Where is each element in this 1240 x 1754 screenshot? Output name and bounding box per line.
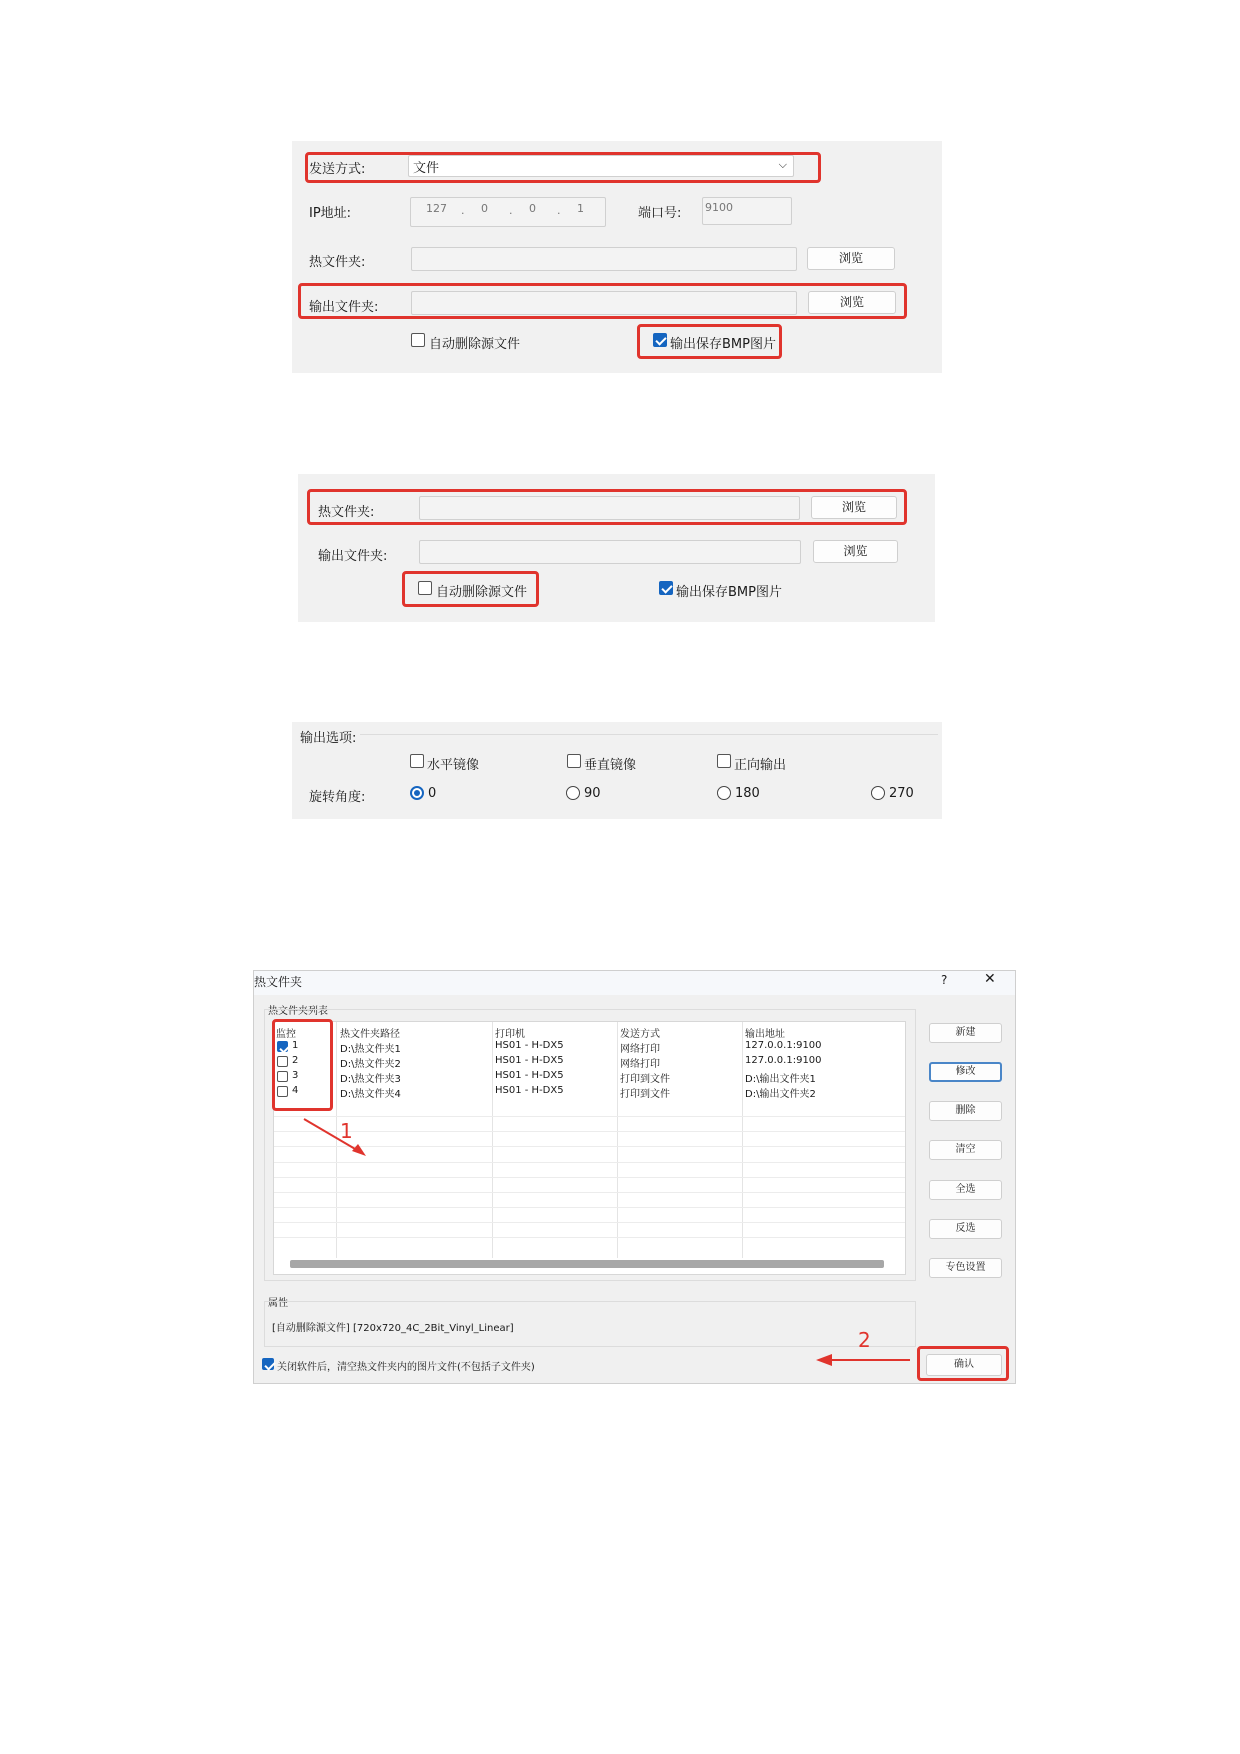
highlight-save-bmp bbox=[637, 324, 782, 359]
ip-dot-3: . bbox=[557, 204, 561, 217]
send-mode-label: 发送方式: bbox=[309, 162, 366, 177]
new-button[interactable]: 新建 bbox=[929, 1023, 1002, 1043]
highlight-auto-delete bbox=[402, 571, 539, 607]
output-folder-label: 输出文件夹: bbox=[309, 300, 379, 315]
ip-octet-2: 0 bbox=[481, 202, 488, 215]
horizontal-scrollbar[interactable] bbox=[290, 1260, 884, 1268]
table-row[interactable] bbox=[274, 1039, 905, 1054]
arrow-1-head bbox=[352, 1144, 366, 1156]
spot-color-settings-button[interactable]: 专色设置 bbox=[929, 1258, 1002, 1278]
auto-delete-checkbox[interactable] bbox=[411, 333, 425, 347]
save-bmp-label-2: 输出保存BMP图片 bbox=[676, 585, 782, 600]
highlight-confirm bbox=[917, 1346, 1009, 1381]
row-printer: HS01 - H-DX5 bbox=[495, 1085, 564, 1096]
row-send-mode: 打印到文件 bbox=[620, 1089, 670, 1100]
hot-folder-input[interactable] bbox=[411, 247, 797, 271]
port-label: 端口号: bbox=[638, 206, 682, 221]
forward-output-label: 正向输出 bbox=[734, 758, 787, 773]
close-icon[interactable]: ✕ bbox=[984, 971, 996, 987]
row-output: D:\输出文件夹2 bbox=[745, 1089, 816, 1100]
row-send-mode: 网络打印 bbox=[620, 1044, 660, 1055]
h-mirror-checkbox[interactable] bbox=[410, 754, 424, 768]
properties-text: [自动删除源文件] [720x720_4C_2Bit_Vinyl_Linear] bbox=[272, 1323, 514, 1334]
output-options-label: 输出选项: bbox=[300, 731, 357, 746]
help-icon[interactable]: ? bbox=[941, 973, 948, 987]
row-output: 127.0.0.1:9100 bbox=[745, 1055, 822, 1066]
delete-button[interactable]: 删除 bbox=[929, 1101, 1002, 1121]
auto-delete-label-2: 自动删除源文件 bbox=[436, 585, 528, 600]
table-row[interactable] bbox=[274, 1084, 905, 1099]
annotation-number-1: 1 bbox=[340, 1119, 353, 1143]
ip-dot-2: . bbox=[509, 204, 513, 217]
output-folder-browse-button-2[interactable]: 浏览 bbox=[813, 540, 898, 563]
table-row[interactable] bbox=[274, 1054, 905, 1069]
hot-folder-browse-button[interactable]: 浏览 bbox=[807, 247, 895, 270]
row-printer: HS01 - H-DX5 bbox=[495, 1040, 564, 1051]
rotation-90-radio[interactable] bbox=[566, 786, 580, 800]
rotation-180-radio[interactable] bbox=[717, 786, 731, 800]
dialog-title-bar bbox=[254, 971, 1015, 995]
rotation-270-label: 270 bbox=[889, 786, 914, 801]
edit-button[interactable]: 修改 bbox=[929, 1062, 1002, 1082]
dialog-title: 热文件夹 bbox=[254, 975, 303, 989]
highlight-monitor-column bbox=[272, 1019, 333, 1111]
highlight-send-mode bbox=[305, 152, 821, 183]
column-header-send-mode[interactable]: 发送方式 bbox=[620, 1029, 660, 1040]
grid-line bbox=[274, 1222, 905, 1223]
column-header-monitor[interactable]: 监控 bbox=[276, 1029, 296, 1040]
highlight-output-folder bbox=[298, 283, 907, 319]
hot-folder-label-2: 热文件夹: bbox=[318, 505, 375, 520]
highlight-hot-folder bbox=[307, 489, 907, 525]
properties-label: 属性 bbox=[268, 1298, 288, 1309]
ip-label: IP地址: bbox=[309, 206, 352, 221]
clear-on-close-label: 关闭软件后，清空热文件夹内的图片文件(不包括子文件夹) bbox=[277, 1362, 535, 1373]
ip-octet-4: 1 bbox=[577, 202, 584, 215]
clear-on-close-checkbox[interactable] bbox=[262, 1358, 274, 1370]
row-path: D:\热文件夹2 bbox=[340, 1059, 401, 1070]
row-id: 4 bbox=[292, 1085, 299, 1096]
ip-dot-1: . bbox=[461, 204, 465, 217]
ip-octet-3: 0 bbox=[529, 202, 536, 215]
save-bmp-label: 输出保存BMP图片 bbox=[670, 337, 776, 352]
column-header-path[interactable]: 热文件夹路径 bbox=[340, 1029, 400, 1040]
row-output: D:\输出文件夹1 bbox=[745, 1074, 816, 1085]
grid-line bbox=[274, 1192, 905, 1193]
list-group-label: 热文件夹列表 bbox=[268, 1006, 328, 1017]
clear-button[interactable]: 清空 bbox=[929, 1140, 1002, 1160]
invert-selection-button[interactable]: 反选 bbox=[929, 1219, 1002, 1239]
row-output: 127.0.0.1:9100 bbox=[745, 1040, 822, 1051]
row-path: D:\热文件夹1 bbox=[340, 1044, 401, 1055]
port-input[interactable] bbox=[702, 197, 792, 225]
row-id: 2 bbox=[292, 1055, 299, 1066]
rotation-label: 旋转角度: bbox=[309, 790, 366, 805]
hot-folder-label: 热文件夹: bbox=[309, 255, 366, 270]
grid-line bbox=[274, 1162, 905, 1163]
row-printer: HS01 - H-DX5 bbox=[495, 1055, 564, 1066]
grid-line bbox=[274, 1207, 905, 1208]
row-send-mode: 打印到文件 bbox=[620, 1074, 670, 1085]
ip-address-input[interactable] bbox=[410, 197, 606, 227]
row-id: 3 bbox=[292, 1070, 299, 1081]
row-send-mode: 网络打印 bbox=[620, 1059, 660, 1070]
send-mode-value: 文件 bbox=[413, 161, 440, 176]
output-folder-input-2[interactable] bbox=[419, 540, 801, 564]
output-folder-browse-button[interactable]: 浏览 bbox=[808, 291, 896, 314]
save-bmp-checkbox-2[interactable] bbox=[659, 581, 673, 595]
port-value: 9100 bbox=[705, 201, 733, 214]
annotation-number-2: 2 bbox=[858, 1328, 871, 1352]
grid-line bbox=[274, 1237, 905, 1238]
column-header-printer[interactable]: 打印机 bbox=[495, 1029, 525, 1040]
v-mirror-label: 垂直镜像 bbox=[584, 758, 637, 773]
table-row[interactable] bbox=[274, 1069, 905, 1084]
hot-folder-browse-button-2[interactable]: 浏览 bbox=[811, 496, 897, 519]
rotation-0-radio[interactable] bbox=[410, 786, 424, 800]
forward-output-checkbox[interactable] bbox=[717, 754, 731, 768]
rotation-90-label: 90 bbox=[584, 786, 601, 801]
arrow-1-shaft bbox=[304, 1119, 362, 1153]
output-folder-label-2: 输出文件夹: bbox=[318, 549, 388, 564]
auto-delete-label: 自动删除源文件 bbox=[429, 337, 521, 352]
rotation-270-radio[interactable] bbox=[871, 786, 885, 800]
select-all-button[interactable]: 全选 bbox=[929, 1180, 1002, 1200]
arrow-2-head bbox=[816, 1354, 832, 1366]
ip-octet-1: 127 bbox=[426, 202, 447, 215]
rotation-0-label: 0 bbox=[428, 786, 437, 801]
chevron-down-icon: ⌵ bbox=[778, 158, 787, 171]
rotation-180-label: 180 bbox=[735, 786, 760, 801]
confirm-button[interactable]: 确认 bbox=[926, 1354, 1002, 1376]
column-header-output[interactable]: 输出地址 bbox=[745, 1029, 785, 1040]
row-id: 1 bbox=[292, 1040, 299, 1051]
row-path: D:\热文件夹4 bbox=[340, 1089, 401, 1100]
h-mirror-label: 水平镜像 bbox=[427, 758, 480, 773]
annotation-arrow-2 bbox=[812, 1350, 912, 1370]
row-printer: HS01 - H-DX5 bbox=[495, 1070, 564, 1081]
grid-line bbox=[274, 1177, 905, 1178]
v-mirror-checkbox[interactable] bbox=[567, 754, 581, 768]
row-path: D:\热文件夹3 bbox=[340, 1074, 401, 1085]
output-options-divider bbox=[360, 734, 938, 735]
